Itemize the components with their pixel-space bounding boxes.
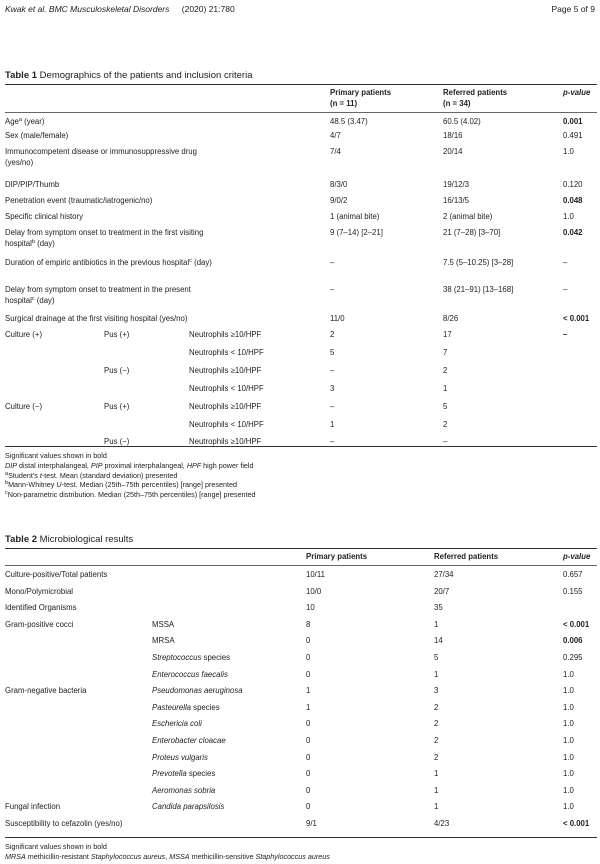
table1-neutrophil-label: Neutrophils ≥10/HPF [189,402,262,411]
table2-cell-primary: 9/1 [306,819,317,828]
table2-cell-referred: 4/23 [434,819,450,828]
table1-cell-primary: 9 (7–14) [2–21] [330,228,383,237]
table1-cell-primary: 8/3/0 [330,180,348,189]
table1-cell-referred: 1 [443,384,448,393]
table1-footnote: Significant values shown in bold [5,451,107,460]
table2-cell-referred: 35 [434,603,443,612]
table2-cell-referred: 1 [434,670,439,679]
table1-title: Demographics of the patients and inclusion criteria [39,70,253,81]
table2-row-label: Fungal infection [5,802,61,811]
table1-col-referred: Referred patients [443,88,508,97]
table2-cell-primary: 0 [306,769,311,778]
table1-footnote: $^a$Student’s t-test. Mean (standard deviation) presented [5,471,178,480]
table2-top-rule [5,548,597,549]
table2-caption [5,534,133,545]
table2-cell-p: 0.155 [563,587,583,596]
table1-cell-p: – [563,330,568,339]
table1-cell-primary: – [330,258,335,267]
table1-cell-primary: 11/0 [330,314,345,323]
table1-cell-p: 0.048 [563,196,583,205]
table2-cell-primary: 0 [306,786,311,795]
table2-label: Table 2 [5,534,38,545]
table2-cell-p: 1.0 [563,719,574,728]
table2-cell-p: 0.006 [563,636,583,645]
table2-cell-referred: 2 [434,736,439,745]
table1-row-label: Age$^a$ (year) [5,117,45,126]
table1-row-label: Delay from symptom onset to treatment in the present hospital$^c$ (day) [5,285,191,305]
table1-cell-primary: 2 [330,330,335,339]
running-header [5,4,235,14]
table2-cell-primary: 10 [306,603,315,612]
table1-pus-label: Pus (−) [104,366,130,375]
table1-bottom-rule [5,446,597,447]
table2-row-label: Gram-positive cocci [5,620,74,629]
table2-cell-referred: 2 [434,753,439,762]
table1-label: Table 1 [5,70,38,81]
table2-organism: Enterobacter cloacae [152,736,226,745]
table1-col-p: p-value [563,88,591,97]
table2-cell-primary: 0 [306,719,311,728]
table2-cell-p: 1.0 [563,769,574,778]
table2-organism: Candida parapsilosis [152,802,225,811]
table1-cell-referred: – [443,437,448,446]
table1-cell-referred: 60.5 (4.02) [443,117,481,126]
table1-cell-referred: 19/12/3 [443,180,470,189]
table1-neutrophil-label: Neutrophils < 10/HPF [189,384,264,393]
table1-top-rule [5,84,597,85]
table1-cell-p: 0.491 [563,131,583,140]
table1-pus-label: Pus (−) [104,437,130,446]
table2-cell-p: 1.0 [563,753,574,762]
table1-cell-primary: – [330,366,335,375]
table1-cell-p: 0.042 [563,228,583,237]
table1-row-label: Immunocompetent disease or immunosuppressive drug (yes/no) [5,147,197,167]
table1-cell-p: – [563,258,568,267]
table2-cell-primary: 10/11 [306,570,325,579]
table2-row-label: Culture-positive/Total patients [5,570,108,579]
table1-cell-primary: 4/7 [330,131,341,140]
table2-cell-p: 1.0 [563,786,574,795]
table2-cell-primary: 1 [306,686,311,695]
table2-footnote: Significant values shown in bold [5,842,107,851]
table1-row-label: Delay from symptom onset to treatment in the first visiting hospital$^b$ (day) [5,228,204,248]
table1-cell-primary: – [330,285,335,294]
table1-col-primary-n: (n = 11) [330,99,358,108]
table2-cell-primary: 1 [306,703,311,712]
table1-cell-referred: 21 (7–28) [3–70] [443,228,501,237]
table1-cell-referred: 17 [443,330,452,339]
table2-cell-primary: 0 [306,802,311,811]
table2-col-primary: Primary patients [306,552,368,561]
table1-neutrophil-label: Neutrophils ≥10/HPF [189,330,262,339]
table1-cell-primary: 1 [330,420,335,429]
table1-neutrophil-label: Neutrophils < 10/HPF [189,348,264,357]
table2-cell-primary: 10/0 [306,587,322,596]
table1-col-referred-n: (n = 34) [443,99,471,108]
table2-row-label: Identified Organisms [5,603,77,612]
table1-cell-primary: 48.5 (3.47) [330,117,368,126]
table1-cell-p: < 0.001 [563,314,590,323]
table1-cell-referred: 8/26 [443,314,459,323]
table1-col-primary: Primary patients [330,88,392,97]
table1-cell-referred: 2 [443,420,448,429]
table2-bottom-rule [5,837,597,838]
table1-cell-primary: 1 (animal bite) [330,212,380,221]
table1-neutrophil-label: Neutrophils ≥10/HPF [189,437,262,446]
table1-footnote: $^c$Non-parametric distribution. Median (25th–75th percentiles) [range] presented [5,490,256,499]
table2-cell-p: 0.295 [563,653,583,662]
table1-row-label: Duration of empiric antibiotics in the previous hospital$^c$ (day) [5,258,212,267]
table2-organism: Proteus vulgaris [152,753,208,762]
table1-neutrophil-label: Neutrophils < 10/HPF [189,420,264,429]
table1-footnote: DIP distal interphalangeal, PIP proximal interphalangeal, HPF high power field [5,461,254,470]
table1-cell-referred: 2 (animal bite) [443,212,493,221]
table2-cell-referred: 3 [434,686,439,695]
table1-cell-p: 1.0 [563,147,574,156]
table1-cell-primary: 9/0/2 [330,196,348,205]
table2-organism: Streptococcus species [152,653,231,662]
table2-cell-primary: 8 [306,620,311,629]
table1-cell-referred: 38 (21–91) [13–168] [443,285,514,294]
table2-organism: Pasteurella species [152,703,220,712]
table2-col-referred: Referred patients [434,552,499,561]
table1-row-label: DIP/PIP/Thumb [5,180,60,189]
table1-cell-referred: 7.5 (5–10.25) [3–28] [443,258,514,267]
table1-cell-p: – [563,285,568,294]
table2-organism: Enterococcus faecalis [152,670,228,679]
table2-cell-primary: 0 [306,736,311,745]
table1-cell-referred: 16/13/5 [443,196,470,205]
table2-cell-p: < 0.001 [563,620,590,629]
table2-cell-referred: 1 [434,802,439,811]
table1-cell-referred: 20/14 [443,147,463,156]
table1-cell-referred: 18/16 [443,131,463,140]
table1-cell-primary: – [330,437,335,446]
table2-cell-referred: 27/34 [434,570,454,579]
table2-cell-p: 0.657 [563,570,583,579]
table1-cell-p: 0.120 [563,180,583,189]
table1-cell-referred: 5 [443,402,448,411]
table2-cell-p: 1.0 [563,736,574,745]
table2-cell-primary: 0 [306,653,311,662]
table1-row-label: Penetration event (traumatic/iatrogenic/no) [5,196,153,205]
table1-cell-primary: 5 [330,348,335,357]
table2-cell-p: 1.0 [563,802,574,811]
table2-cell-p: 1.0 [563,703,574,712]
table2-cell-primary: 0 [306,670,311,679]
table1-cell-referred: 7 [443,348,448,357]
table2-cell-primary: 0 [306,636,311,645]
page-number: Page 5 of 9 [551,4,595,14]
table2-title: Microbiological results [39,534,134,545]
table2-cell-referred: 1 [434,769,439,778]
table1-row-label: Surgical drainage at the first visiting hospital (yes/no) [5,314,188,323]
table2-organism: MSSA [152,620,175,629]
table2-cell-primary: 0 [306,753,311,762]
table1-cell-referred: 2 [443,366,448,375]
table1-cell-p: 1.0 [563,212,574,221]
table1-pus-label: Pus (+) [104,330,130,339]
table2-row-label: Susceptibility to cefazolin (yes/no) [5,819,123,828]
journal-name: Kwak et al. BMC Musculoskeletal Disorders [5,4,170,14]
journal-issue: (2020) 21:780 [181,4,235,14]
table2-cell-referred: 20/7 [434,587,450,596]
table1-row-label: Sex (male/female) [5,131,69,140]
table2-organism: MRSA [152,636,175,645]
table1-neutrophil-label: Neutrophils ≥10/HPF [189,366,262,375]
table2-cell-p: < 0.001 [563,819,590,828]
table2-organism: Aeromonas sobria [152,786,216,795]
table1-cell-primary: 3 [330,384,335,393]
table1-footnote: $^b$Mann-Whitney U-test. Median (25th–75th percentiles) [range] presented [5,480,238,489]
table1-pus-label: Pus (+) [104,402,130,411]
table2-cell-referred: 1 [434,786,439,795]
table2-cell-p: 1.0 [563,686,574,695]
table2-row-label: Mono/Polymicrobial [5,587,74,596]
table1-cell-primary: 7/4 [330,147,341,156]
table2-cell-p: 1.0 [563,670,574,679]
table2-row-label: Gram-negative bacteria [5,686,87,695]
table2-head-rule [5,565,597,566]
table2-organism: Pseudomonas aeruginosa [152,686,243,695]
table2-cell-referred: 2 [434,703,439,712]
table1-row-label: Specific clinical history [5,212,83,221]
table1-cell-p: 0.001 [563,117,583,126]
table2-organism: Prevotella species [152,769,216,778]
table2-col-p: p-value [563,552,591,561]
table1-head-rule [5,112,597,113]
table1-caption [5,70,252,81]
table1-culture-label: Culture (+) [5,330,43,339]
table2-footnote: MRSA methicillin-resistant Staphylococcus aureus, MSSA methicillin-sensitive Staphylococcus aureus [5,852,330,861]
table2-cell-referred: 5 [434,653,439,662]
table2-organism: Eschericia coli [152,719,202,728]
table2-cell-referred: 1 [434,620,439,629]
table2-cell-referred: 2 [434,719,439,728]
table2-cell-referred: 14 [434,636,443,645]
table1-cell-primary: – [330,402,335,411]
table1-culture-label: Culture (−) [5,402,43,411]
